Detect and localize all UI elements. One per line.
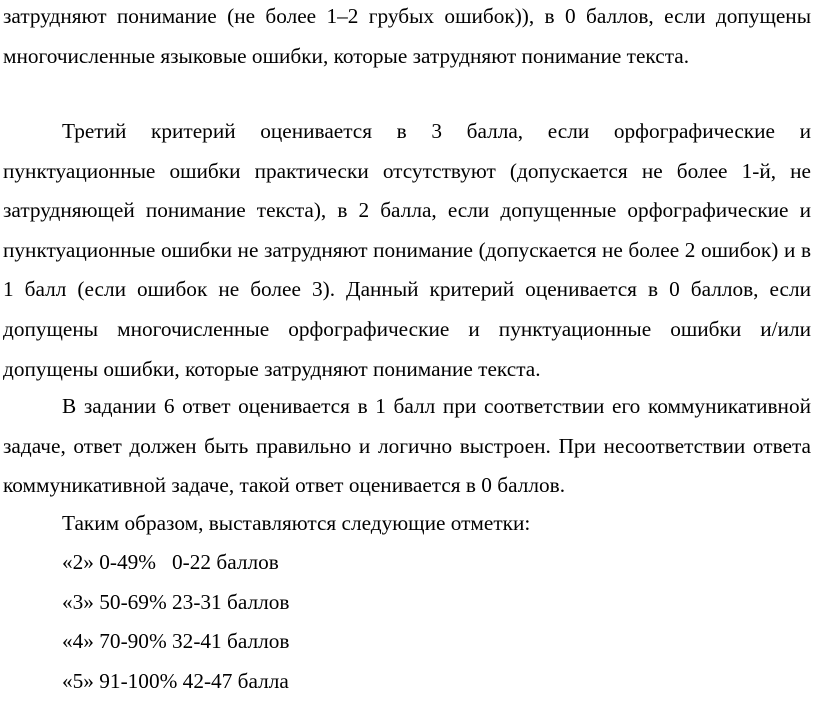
grade-line-4: «4» 70-90% 32-41 баллов — [62, 629, 290, 653]
paragraph-third-criterion: Третий критерий оценивается в 3 балла, если орфографические и пунктуационные ошибки практически отсутствуют (допускается не более 1-й, не затрудняющей понимание текста), в 2 балла, если допущенные орфографические и пунктуационные ошибки не затрудняют понимание (допускается не более 2 ошибок) и в 1 балл (если ошибок не более 3). Данный критерий оценивается в 0 баллов, если допущены многочисленные орфографические и пунктуационные ошибки и/или допущены ошибки, которые затрудняют понимание текста. — [3, 119, 811, 381]
grade-line-5: «5» 91-100% 42-47 балла — [62, 669, 289, 693]
paragraph-task-6: В задании 6 ответ оценивается в 1 балл при соответствии его коммуникативной задаче, ответ должен быть правильно и логично выстроен. При несоответствии ответа коммуникативной задаче, такой ответ оценивается в 0 баллов. — [3, 394, 811, 498]
paragraph-summary: Таким образом, выставляются следующие отметки: — [62, 511, 531, 535]
grade-line-3: «3» 50-69% 23-31 баллов — [62, 590, 290, 614]
paragraph-continuation: затрудняют понимание (не более 1–2 грубых ошибок)), в 0 баллов, если допущены многочисленные языковые ошибки, которые затрудняют понимание текста. — [3, 4, 811, 68]
grade-line-2: «2» 0-49% 0-22 баллов — [62, 550, 279, 574]
